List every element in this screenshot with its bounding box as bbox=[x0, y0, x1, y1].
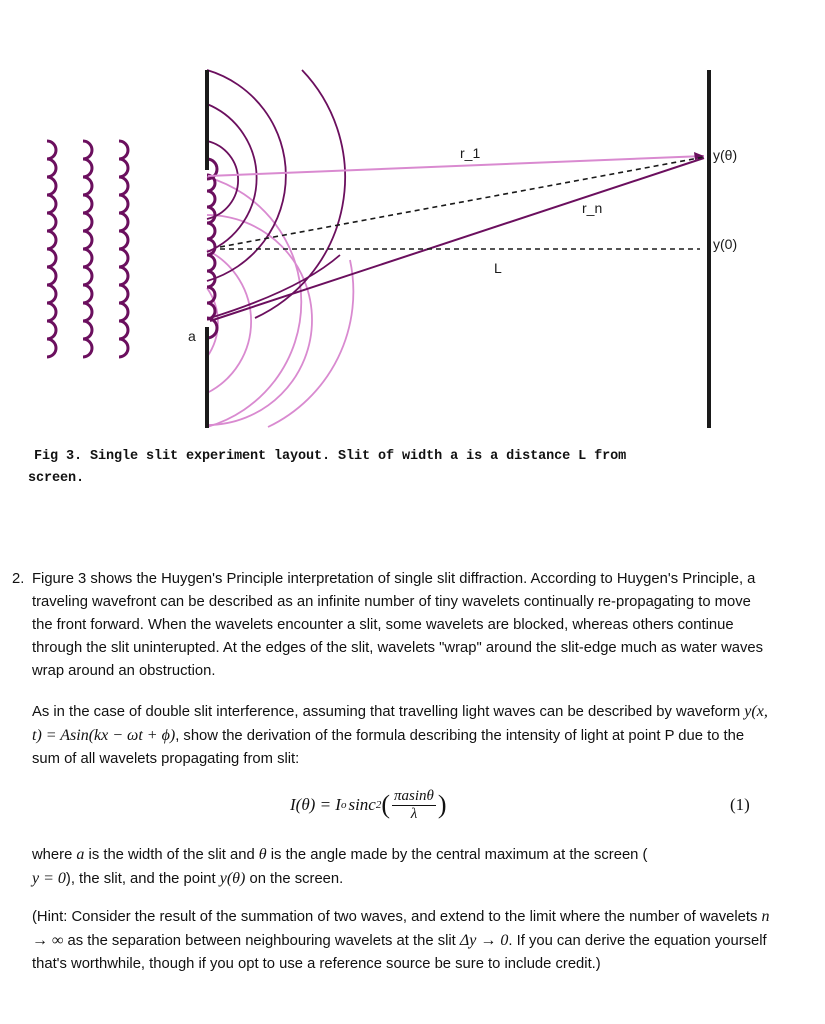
hint-text-c: . If you can derive the equation yourself that's worthwhile, though if you opt to use a reference source be sure to include credit.) bbox=[32, 933, 767, 972]
label-y-theta: y(θ) bbox=[713, 147, 738, 163]
incoming-wavefronts bbox=[47, 141, 128, 357]
hint-text-a: (Hint: Consider the result of the summation of two waves, and extend to the limit where the number of wavelets bbox=[32, 909, 762, 925]
eq-fraction bbox=[392, 788, 436, 823]
para3-text-b: is the width of the slit and bbox=[84, 847, 259, 863]
ray-r1 bbox=[208, 156, 704, 176]
ray-rn-secondary bbox=[210, 255, 340, 318]
intensity-equation bbox=[290, 780, 447, 830]
eq-paren-open: ( bbox=[381, 790, 391, 819]
wavefront-3 bbox=[119, 141, 128, 357]
para2-text-pre: As in the case of double slit interference, assuming that travelling light waves can be described by waveform bbox=[32, 704, 745, 720]
equation-number: (1) bbox=[730, 795, 750, 814]
question-number: 2. bbox=[12, 571, 25, 587]
math-y-zero: y = 0 bbox=[32, 870, 66, 887]
eq-func: sinc bbox=[348, 795, 376, 814]
var-a: a bbox=[76, 846, 85, 863]
caption-line-2: screen. bbox=[28, 471, 85, 486]
eq-lhs-sub: o bbox=[340, 799, 347, 811]
hint-text-b: as the separation between neighbouring wavelets at the slit bbox=[63, 933, 460, 949]
eq-paren-close: ) bbox=[437, 790, 447, 819]
upper-wavelet-arcs bbox=[207, 70, 345, 318]
figure-caption bbox=[28, 446, 748, 490]
lower-wavelet-arcs bbox=[207, 177, 353, 427]
para3-text-e: on the screen. bbox=[245, 871, 344, 887]
eq-denominator: λ bbox=[410, 805, 418, 822]
var-theta: θ bbox=[258, 846, 267, 863]
slit-wavelets bbox=[207, 159, 217, 338]
eq-numerator: πasinθ bbox=[394, 787, 434, 804]
para3-text-c: is the angle made by the central maximum at the screen ( bbox=[266, 847, 648, 863]
para1-text: Figure 3 shows the Huygen's Principle interpretation of single slit diffraction. According to Huygen's Principle, a traveling wavefront can be described as an infinite number of tiny wavelets continually re-propagating to move the front forward. When the wavelets encounter a slit, some wavelets are blocked, whereas others continue through the slit uninterupted. At the edges of the slit, wavelets "wrap" around the slit-edge much as water waves wrap around an obstruction. bbox=[32, 571, 764, 679]
ray-rn bbox=[210, 158, 704, 321]
single-slit-diagram bbox=[0, 60, 825, 440]
question-paragraph-3 bbox=[32, 843, 772, 891]
eq-func-sup: 2 bbox=[375, 799, 382, 811]
dashed-center-to-point bbox=[220, 157, 704, 247]
para2-text-post: , show the derivation of the formula describing the intensity of light at point P due to the sum of all wavelets propagating from slit: bbox=[32, 728, 745, 767]
caption-line-1: Fig 3. Single slit experiment layout. Slit of width a is a distance L from bbox=[34, 449, 627, 464]
math-y-theta: y(θ) bbox=[219, 870, 246, 887]
question-paragraph-1 bbox=[12, 568, 772, 683]
label-r1: r_1 bbox=[460, 145, 481, 161]
question-hint bbox=[32, 905, 772, 976]
wavefront-1 bbox=[47, 141, 56, 357]
label-a: a bbox=[188, 328, 196, 344]
para3-text-d: ), the slit, and the point bbox=[65, 871, 220, 887]
label-L: L bbox=[494, 260, 502, 276]
question-paragraph-2 bbox=[32, 700, 772, 771]
wavefront-2 bbox=[83, 141, 92, 357]
label-rn: r_n bbox=[582, 200, 603, 216]
para3-text-a: where bbox=[32, 847, 77, 863]
math-n-infinity: n → ∞ bbox=[32, 908, 770, 949]
eq-lhs: I(θ) = I bbox=[290, 795, 341, 814]
label-y-zero: y(0) bbox=[713, 236, 738, 252]
waveform-equation: y(x, t) = Asin(kx − ωt + ϕ) bbox=[32, 703, 768, 744]
math-delta-y: Δy → 0 bbox=[459, 932, 509, 949]
